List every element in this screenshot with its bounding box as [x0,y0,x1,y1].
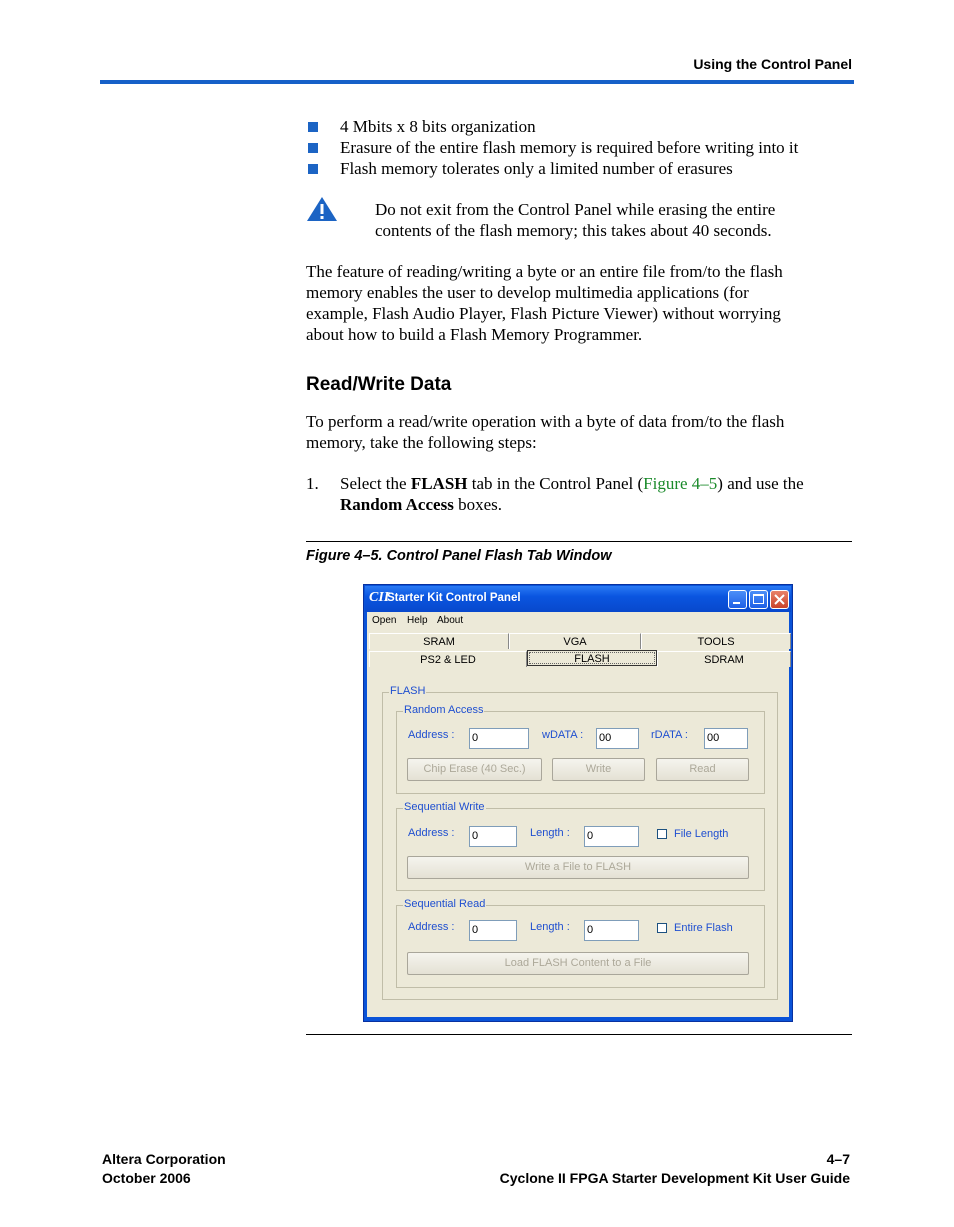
seq-write-address-input[interactable]: 0 [469,826,517,847]
seq-read-address-input[interactable]: 0 [469,920,517,941]
close-button[interactable] [770,590,789,609]
menu-bar [367,612,789,630]
warning-text: Do not exit from the Control Panel while erasing the entire contents of the flash memory; this takes about 40 seconds. [375,200,776,240]
address-label: Address : [408,827,455,839]
load-flash-button[interactable]: Load FLASH Content to a File [407,952,749,975]
figure-link[interactable]: Figure 4–5 [643,474,718,493]
tab-vga[interactable]: VGA [509,633,641,649]
menu-open[interactable]: Open [372,615,397,626]
seq-write-length-input[interactable]: 0 [584,826,639,847]
seq-read-length-input[interactable]: 0 [584,920,639,941]
write-button[interactable]: Write [552,758,645,781]
random-address-input[interactable]: 0 [469,728,529,749]
minimize-icon [733,602,740,604]
close-icon [774,594,785,605]
window-title: Starter Kit Control Panel [387,592,521,604]
entire-flash-checkbox[interactable] [657,923,667,933]
figure-caption: Figure 4–5. Control Panel Flash Tab Window [306,548,612,564]
entire-flash-label: Entire Flash [674,922,733,934]
menu-about[interactable]: About [437,615,464,626]
sequential-write-group: Sequential Write [396,808,765,891]
app-logo-icon: CII [369,590,390,605]
running-header: Using the Control Panel [693,56,852,72]
length-label: Length : [530,827,570,839]
tab-flash[interactable]: FLASH [527,650,657,666]
paragraph: To perform a read/write operation with a byte of data from/to the flash memory, take the following steps: [306,412,785,452]
sequential-read-group: Sequential Read [396,905,765,988]
minimize-button[interactable] [728,590,747,609]
title-bar[interactable] [365,586,791,612]
flash-group: FLASH [382,692,778,1000]
bullet-square-icon [308,122,318,132]
footer-left: Altera Corporation October 2006 [102,1151,226,1186]
header-rule [100,80,854,84]
tab-tools[interactable]: TOOLS [641,633,791,649]
footer-right: 4–7 Cyclone II FPGA Starter Development Kit User Guide [420,1150,850,1188]
read-button[interactable]: Read [656,758,749,781]
bullet-square-icon [308,143,318,153]
paragraph: The feature of reading/writing a byte or an entire file from/to the flash memory enables the user to develop multimedia applications (for example, Flash Audio Player, Flash Picture Viewer) without worrying about how to build a Flash Memory Programmer. [306,262,783,344]
bullet-square-icon [308,164,318,174]
file-length-label: File Length [674,828,729,840]
rdata-label: rDATA : [651,729,688,741]
menu-help[interactable]: Help [407,615,428,626]
page-number: 4–7 [826,1151,850,1167]
chip-erase-button[interactable]: Chip Erase (40 Sec.) [407,758,542,781]
figure-rule [306,541,852,542]
rdata-input[interactable]: 00 [704,728,748,749]
figure-rule [306,1034,852,1035]
write-file-button[interactable]: Write a File to FLASH [407,856,749,879]
window-client-area [367,612,789,1017]
address-label: Address : [408,921,455,933]
tab-sram[interactable]: SRAM [369,633,509,649]
random-access-group: Random Access [396,711,765,794]
maximize-button[interactable] [749,590,768,609]
warning-icon [306,196,338,222]
length-label: Length : [530,921,570,933]
address-label: Address : [408,729,455,741]
maximize-icon [753,594,764,604]
file-length-checkbox[interactable] [657,829,667,839]
wdata-label: wDATA : [542,729,584,741]
control-panel-window [363,584,793,1022]
section-heading: Read/Write Data [306,374,452,395]
tab-ps2-led[interactable]: PS2 & LED [369,651,527,667]
tab-sdram[interactable]: SDRAM [657,651,791,667]
wdata-input[interactable]: 00 [596,728,639,749]
